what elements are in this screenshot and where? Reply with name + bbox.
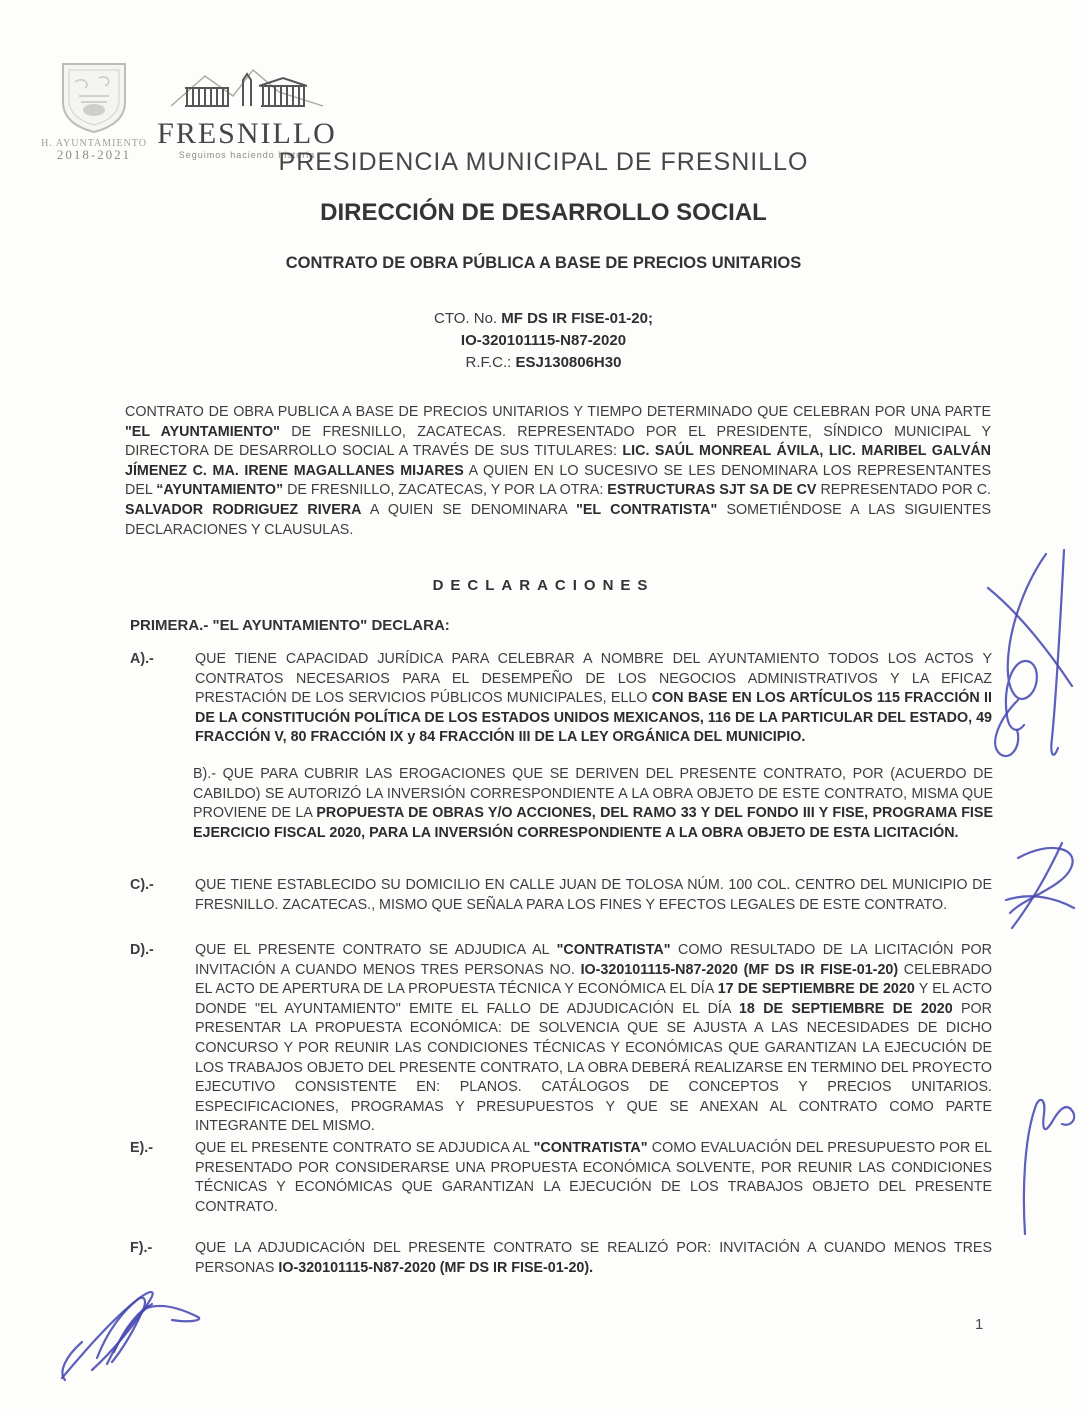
seal-years: 2018-2021 [56, 147, 132, 162]
cto-number-line [0, 308, 1087, 330]
declaration-item-b [193, 765, 993, 843]
declaration-label-e: E).- [130, 1140, 154, 1156]
rfc-value: ESJ130806H30 [515, 354, 622, 371]
declaration-text-c: QUE TIENE ESTABLECIDO SU DOMICILIO EN CALLE JUAN DE TOLOSA NÚM. 100 COL. CENTRO DEL MUNICIPIO DE FRESNILLO. ZACATECAS., MISMO QUE SEÑALA PARA LOS FINES Y EFECTOS LEGALES DE ESTE CONTRATO. [195, 877, 992, 913]
declaration-item-e [130, 1139, 992, 1217]
declaration-label-d: D).- [130, 942, 154, 958]
cto-value: MF DS IR FISE-01-20; [501, 310, 653, 327]
municipal-seal-logo [38, 58, 150, 160]
document-title-direccion: DIRECCIÓN DE DESARROLLO SOCIAL [320, 199, 767, 226]
io-number-line [0, 330, 1087, 352]
declaration-item-f [130, 1239, 992, 1278]
declaration-label-c: C).- [130, 877, 154, 893]
fresnillo-wordmark: FRESNILLO [157, 117, 337, 150]
io-number: IO-320101115-N87-2020 [460, 332, 627, 349]
contract-reference-block [0, 308, 1087, 374]
declaration-text-f: QUE LA ADJUDICACIÓN DEL PRESENTE CONTRATO SE REALIZÓ POR: INVITACIÓN A CUANDO MENOS TRES PERSONAS IO-320101115-N87-2020 (MF DS IR FISE-01-20). [195, 1240, 992, 1276]
document-title-contrato: CONTRATO DE OBRA PÚBLICA A BASE DE PRECIOS UNITARIOS [285, 254, 802, 272]
declaration-text-a: QUE TIENE CAPACIDAD JURÍDICA PARA CELEBRAR A NOMBRE DEL AYUNTAMIENTO TODOS LOS ACTOS Y CONTRATOS NECESARIOS PARA EL DESEMPEÑO DE LOS NEGOCIOS ADMINISTRATIVOS Y LA EFICAZ PRESTACIÓN DE LOS SERVICIOS PÚBLICOS MUNICIPALES, ELLO CON BASE EN LOS ARTÍCULOS 115 FRACCIÓN II DE LA CONSTITUCIÓN POLÍTICA DE LOS ESTADOS UNIDOS MEXICANOS, 116 DE LA PARTICULAR DEL ESTADO, 49 FRACCIÓN V, 80 FRACCIÓN IX y 84 FRACCIÓN III DE LA LEY ORGÁNICA DEL MUNICIPIO. [195, 651, 993, 746]
declaration-label-f: F).- [130, 1240, 153, 1256]
fresnillo-logo [152, 66, 342, 160]
declaraciones-heading: DECLARACIONES [432, 577, 655, 594]
signature-ink-bottom-left [52, 1282, 207, 1387]
declaration-text-e: QUE EL PRESENTE CONTRATO SE ADJUDICA AL "CONTRATISTA" COMO EVALUACIÓN DEL PRESUPUESTO POR EL PRESENTADO POR CONSIDERARSE UNA PROPUESTA ECONÓMICA SOLVENTE, POR REUNIR LAS CONDICIONES TÉCNICAS Y ECONÓMICAS QUE GARANTIZAN LA EJECUCIÓN DE LOS TRABAJOS OBJETO DEL PRESENTE CONTRATO. [195, 1140, 992, 1215]
page-number: 1 [975, 1316, 984, 1333]
signature-ink-right-flourish [992, 838, 1087, 933]
seal-shield-icon [55, 58, 133, 136]
signature-ink-right-tail [1005, 1082, 1080, 1237]
intro-paragraph: CONTRATO DE OBRA PUBLICA A BASE DE PRECIOS UNITARIOS Y TIEMPO DETERMINADO QUE CELEBRAN POR UNA PARTE "EL AYUNTAMIENTO" DE FRESNILLO, ZACATECAS. REPRESENTADO POR EL PRESIDENTE, SÍNDICO MUNICIPAL Y DIRECTORA DE DESARROLLO SOCIAL A TRAVÉS DE SUS TITULARES: LIC. SAÚL MONREAL ÁVILA, LIC. MARIBEL GALVÁN JÍMENEZ C. MA. IRENE MAGALLANES MIJARES A QUIEN EN LO SUCESIVO SE LES DENOMINARA LOS REPRESENTANTES DEL “AYUNTAMIENTO” DE FRESNILLO, ZACATECAS, Y POR LA OTRA: ESTRUCTURAS SJT SA DE CV REPRESENTADO POR C. SALVADOR RODRIGUEZ RIVERA A QUIEN SE DENOMINARA "EL CONTRATISTA" SOMETIÉNDOSE A LAS SIGUIENTES DECLARACIONES Y CLAUSULAS. [125, 404, 992, 538]
fresnillo-buildings-icon [167, 66, 327, 114]
rfc-line [0, 352, 1087, 374]
primera-heading: PRIMERA.- "EL AYUNTAMIENTO" DECLARA: [130, 617, 450, 634]
declaration-text-b: B).- QUE PARA CUBRIR LAS EROGACIONES QUE SE DERIVEN DEL PRESENTE CONTRATO, POR (ACUERDO DE CABILDO) SE AUTORIZÓ LA INVERSIÓN CORRESPONDIENTE A LA OBRA OBJETO DE ESTE CONTRATO, MISMA QUE PROVIENE DE LA PROPUESTA DE OBRAS Y/O ACCIONES, DEL RAMO 33 Y DEL FONDO III Y FISE, PROGRAMA FISE EJERCICIO FISCAL 2020, PARA LA INVERSIÓN CORRESPONDIENTE A LA OBRA OBJETO DE ESTA LICITACIÓN. [193, 766, 993, 841]
seal-caption-text: H. AYUNTAMIENTO [41, 138, 147, 149]
declaration-label-a: A).- [130, 651, 154, 667]
declaration-item-c [130, 876, 992, 915]
declaration-text-d: QUE EL PRESENTE CONTRATO SE ADJUDICA AL "CONTRATISTA" COMO RESULTADO DE LA LICITACIÓN POR INVITACIÓN A CUANDO MENOS TRES PERSONAS NO. IO-320101115-N87-2020 (MF DS IR FISE-01-20) CELEBRADO EL ACTO DE APERTURA DE LA PROPUESTA TÉCNICA Y ECONÓMICA EL DÍA 17 DE SEPTIEMBRE DE 2020 Y EL ACTO DONDE "EL AYUNTAMIENTO" EMITE EL FALLO DE ADJUDICACIÓN EL DÍA 18 DE SEPTIEMBRE DE 2020 POR PRESENTAR LA PROPUESTA ECONÓMICA: DE SOLVENCIA QUE SE AJUSTA A LAS NECESIDADES DE DICHO CONCURSO Y POR REUNIR LAS CONDICIONES TÉCNICAS Y ECONÓMICAS QUE GARANTIZAN LA EJECUCIÓN DE LOS TRABAJOS OBJETO DEL PRESENTE CONTRATO, LA OBRA DEBERÁ REALIZARSE EN TERMINO DEL PROYECTO EJECUTIVO CONSISTENTE EN: PLANOS. CATÁLOGOS DE CONCEPTOS Y PRECIOS UNITARIOS. ESPECIFICACIONES, PROGRAMAS Y PRESUPUESTOS Y QUE SE ANEXAN AL CONTRATO COMO PARTE INTEGRANTE DEL MISMO. [195, 942, 992, 1135]
cto-label: CTO. No. [434, 310, 502, 327]
rfc-label: R.F.C.: [465, 354, 516, 371]
document-title-presidencia: PRESIDENCIA MUNICIPAL DE FRESNILLO [278, 148, 809, 176]
declaration-item-d [130, 941, 992, 1137]
fresnillo-tagline: Seguimos haciendo historia [178, 150, 316, 160]
declaration-item-a [130, 650, 992, 748]
